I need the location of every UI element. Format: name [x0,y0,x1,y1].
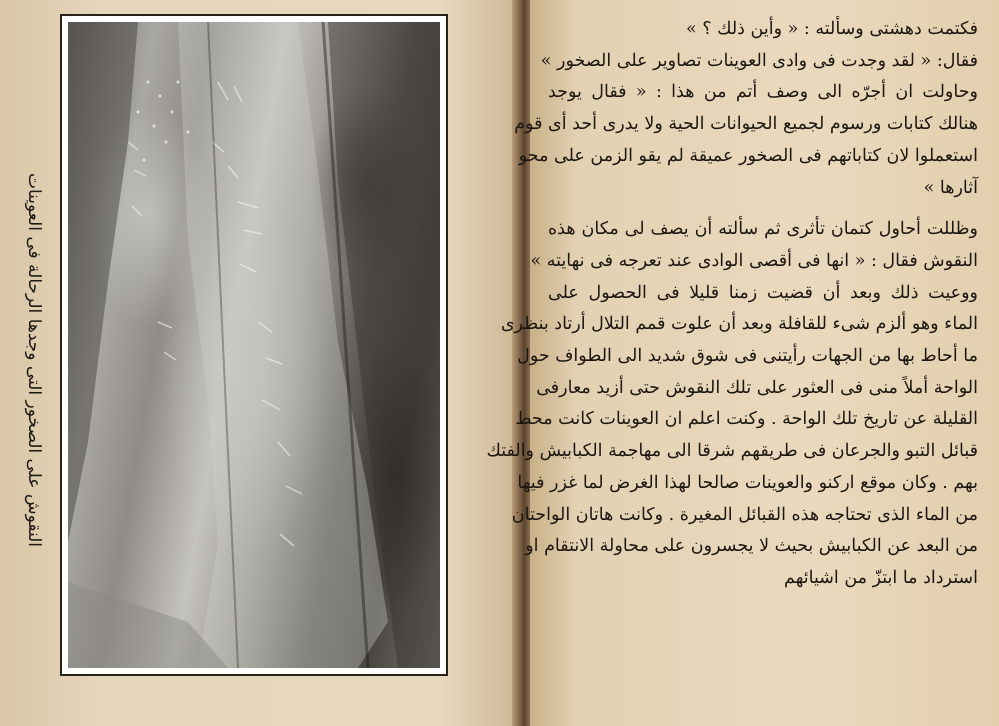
text-line: آثارها » [923,177,978,198]
caption-text: النقوش على الصخور التى وجدها الرحالة فى العوينات [24,172,44,548]
photo-caption [14,170,54,550]
text-line: فقال: « لقد وجدت فى وادى العوينات تصاوير على الصخور » [540,50,978,71]
text-line: قبائل التبو والجرعان فى طريقهم شرقا الى مهاجمة الكبابيش والفتك [486,441,978,462]
text-line: من البعد عن الكبابيش بحيث لا يجسرون على محاولة الانتقام او [525,536,978,557]
rock-carvings-photo [68,22,440,668]
text-line: فكتمت دهشتى وسألته : « وأين ذلك ؟ » [685,19,978,39]
text-line: استعملوا لان كتاباتهم فى الصخور عميقة لم يقو الزمن على محو [518,145,978,166]
text-line: بهم . وكان موقع اركنو والعوينات صالحا لهذا الغرض لما غزر فيها [517,472,978,493]
text-line: ما أحاط بها من الجهات رأيتنى فى شوق شديد الى الطواف حول [517,346,978,367]
photo-plate [60,14,448,676]
text-line: الواحة أملاً منى فى العثور على تلك النقوش حتى أزيد معارفى [536,377,978,398]
arabic-body-text [486,14,978,595]
text-line: الماء وهو ألزم شىء للقافلة وبعد أن علوت قمم التلال أرتاد بنظرى [500,314,978,335]
text-line: النقوش فقال : « انها فى أقصى الوادى عند تعرجه فى نهايته » [530,250,978,271]
rock-face-illustration [68,22,440,668]
right-page [486,0,999,726]
text-line: هنالك كتابات ورسوم لجميع الحيوانات الحية ولا يدرى أحد أى قوم [514,114,978,135]
text-line: القليلة عن تاريخ تلك الواحة . وكنت اعلم ان العوينات كانت محط [515,409,978,430]
text-line: ووعيت ذلك وبعد أن قضيت زمنا قليلا فى الحصول على [548,282,978,303]
text-line: وظللت أحاول كتمان تأثرى ثم سألته أن يصف لى مكان هذه [548,219,978,240]
text-line: وحاولت ان أجرّه الى وصف أتم من هذا : « فقال يوجد [548,82,978,103]
text-line: استرداد ما ابتزّ من اشيائهم [784,567,978,588]
text-line: من الماء الذى تحتاجه هذه القبائل المغيرة . وكانت هاتان الواحتان [511,504,978,525]
